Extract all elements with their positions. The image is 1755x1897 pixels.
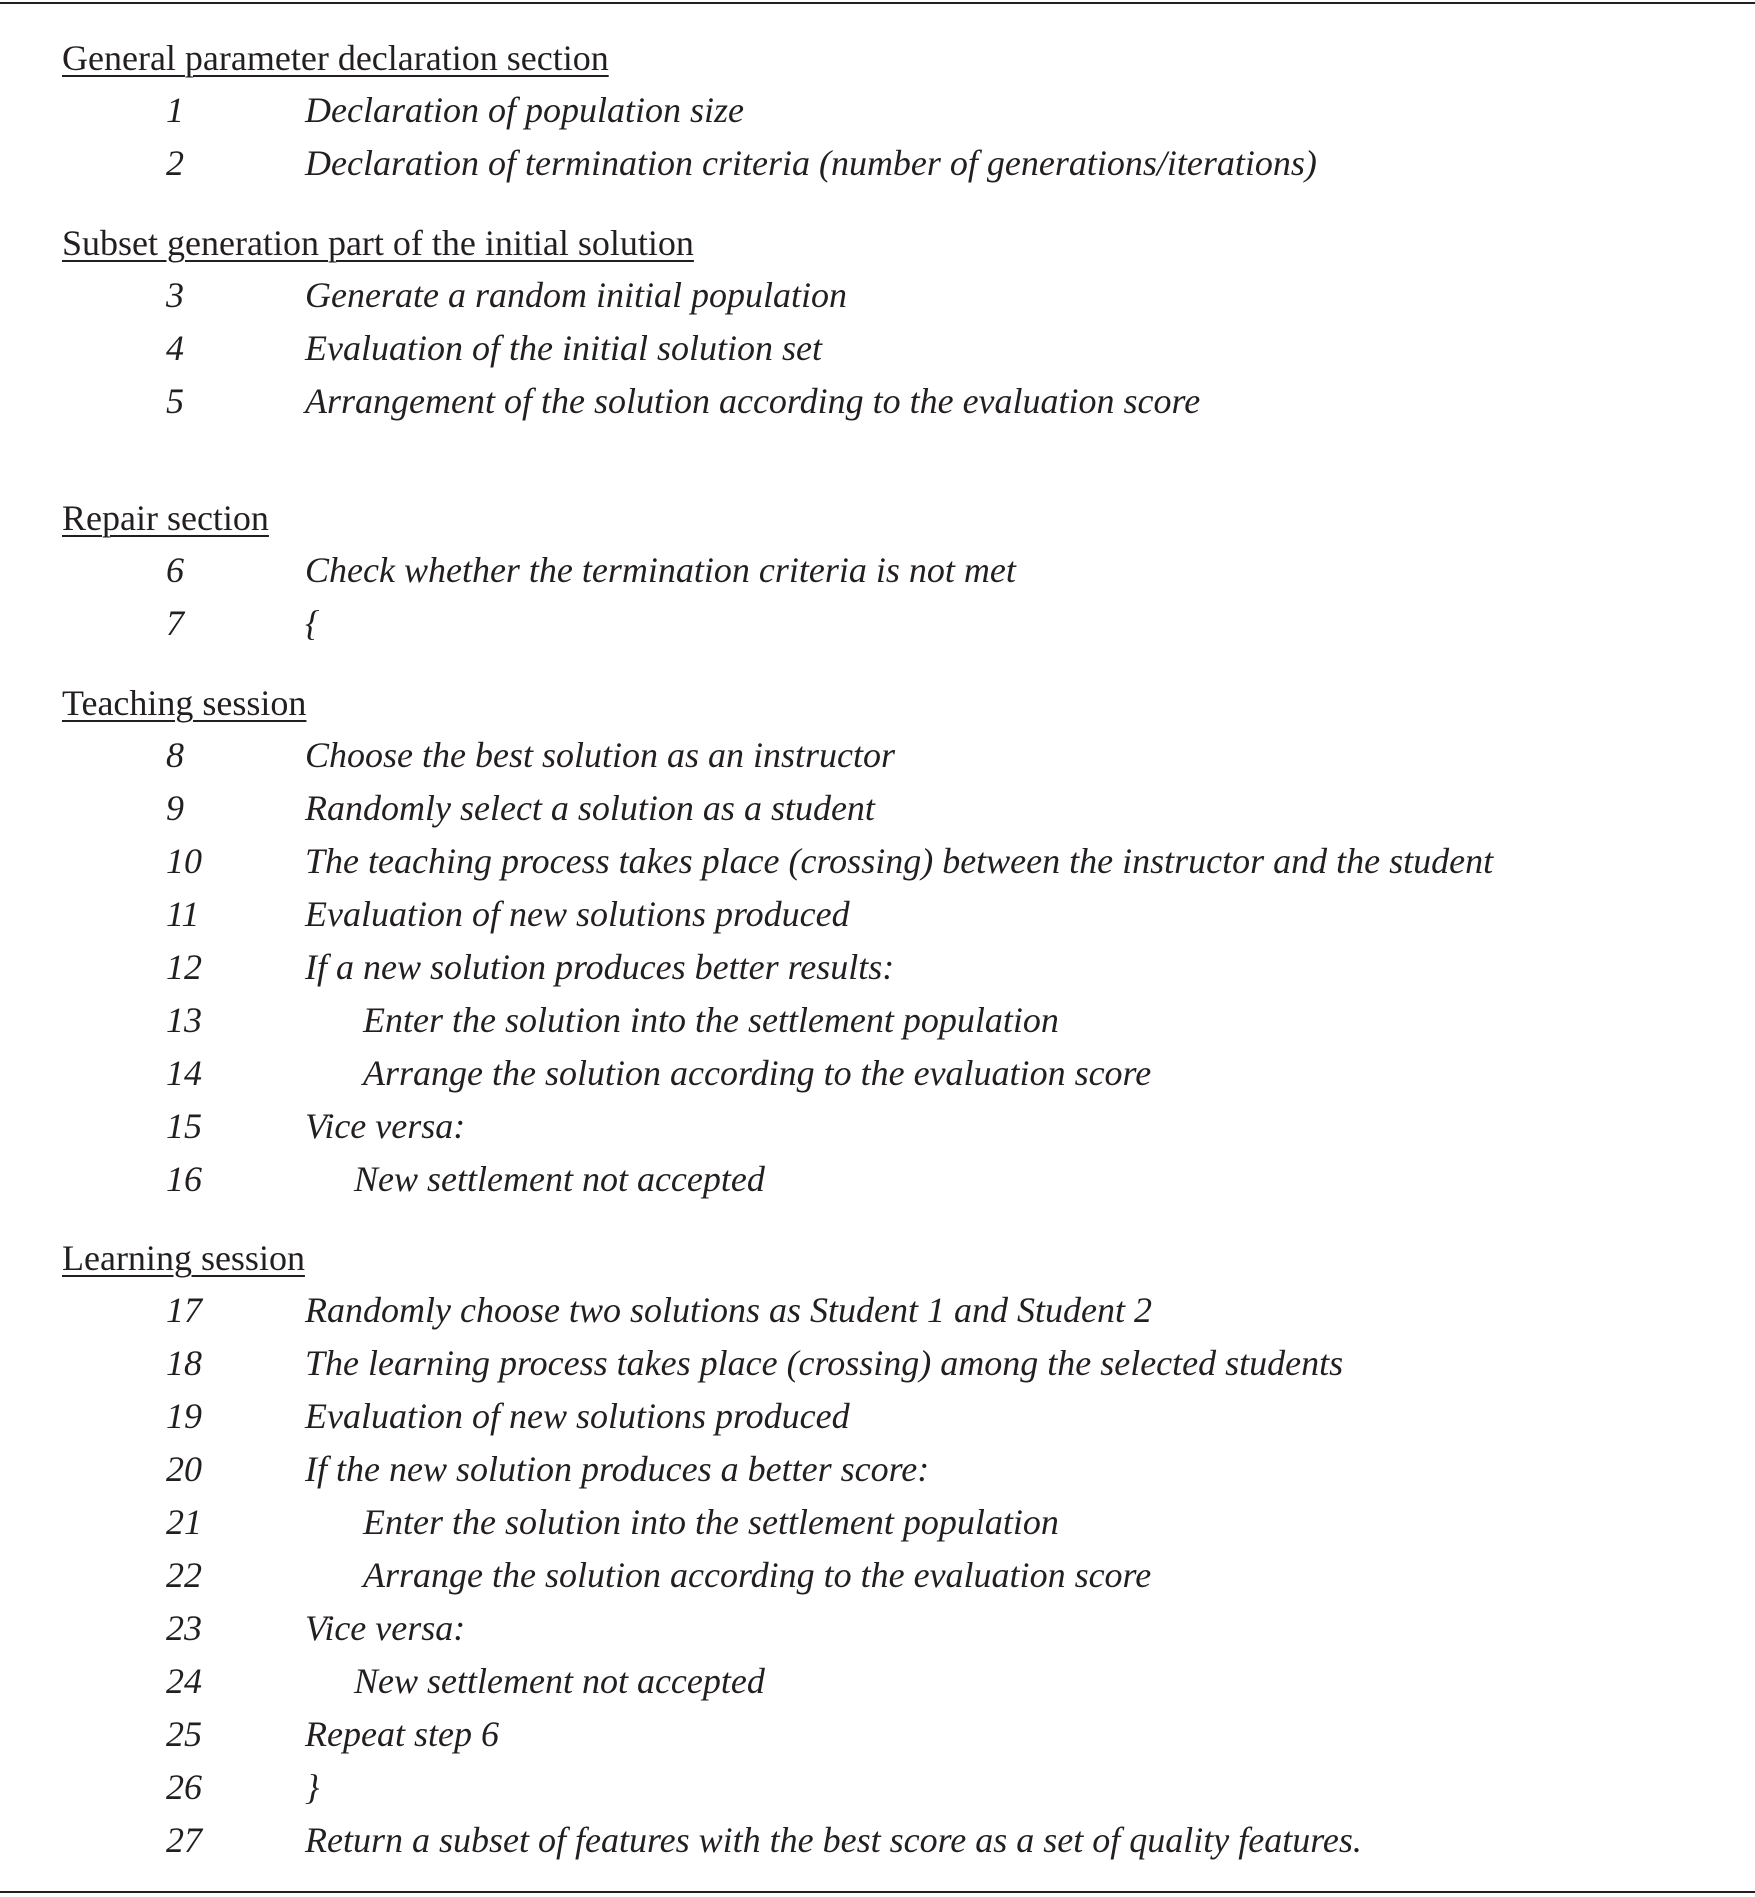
step-text: { <box>305 603 320 643</box>
step-number: 3 <box>166 275 184 315</box>
step-number: 26 <box>166 1767 202 1807</box>
step-number: 2 <box>166 143 184 183</box>
step-number: 13 <box>166 1000 202 1040</box>
step-number: 21 <box>166 1502 202 1542</box>
section-heading: General parameter declaration section <box>62 38 609 78</box>
step-text: The teaching process takes place (crossing) between the instructor and the student <box>305 841 1494 881</box>
step-text: Evaluation of new solutions produced <box>305 1396 850 1436</box>
step-text: Evaluation of the initial solution set <box>305 328 822 368</box>
step-text: Evaluation of new solutions produced <box>305 894 850 934</box>
step-text: Randomly select a solution as a student <box>305 788 875 828</box>
step-text: Return a subset of features with the best score as a set of quality features. <box>305 1820 1362 1860</box>
step-number: 14 <box>166 1053 202 1093</box>
step-number: 22 <box>166 1555 202 1595</box>
step-text: Arrange the solution according to the evaluation score <box>363 1053 1152 1093</box>
step-number: 24 <box>166 1661 202 1701</box>
step-number: 8 <box>166 735 184 775</box>
step-number: 5 <box>166 381 184 421</box>
step-text: Generate a random initial population <box>305 275 847 315</box>
step-number: 16 <box>166 1159 202 1199</box>
step-text: Randomly choose two solutions as Student 1 and Student 2 <box>305 1290 1152 1330</box>
step-text: Arrangement of the solution according to the evaluation score <box>305 381 1201 421</box>
step-number: 23 <box>166 1608 202 1648</box>
step-number: 12 <box>166 947 202 987</box>
step-number: 17 <box>166 1290 202 1330</box>
step-number: 4 <box>166 328 184 368</box>
step-text: Check whether the termination criteria is not met <box>305 550 1016 590</box>
step-text: Enter the solution into the settlement population <box>363 1000 1059 1040</box>
step-text: Enter the solution into the settlement population <box>363 1502 1059 1542</box>
step-text: Declaration of termination criteria (number of generations/iterations) <box>305 143 1317 183</box>
step-text: Choose the best solution as an instructor <box>305 735 896 775</box>
step-number: 9 <box>166 788 184 828</box>
bottom-rule <box>0 1891 1755 1893</box>
step-number: 25 <box>166 1714 202 1754</box>
section-heading: Repair section <box>62 498 269 538</box>
section-heading: Subset generation part of the initial solution <box>62 223 694 263</box>
step-text: Arrange the solution according to the evaluation score <box>363 1555 1152 1595</box>
section-heading: Learning session <box>62 1238 305 1278</box>
step-text: Vice versa: <box>305 1106 466 1146</box>
step-text: } <box>305 1767 320 1807</box>
step-number: 20 <box>166 1449 202 1489</box>
step-text: Vice versa: <box>305 1608 466 1648</box>
step-number: 6 <box>166 550 184 590</box>
step-number: 1 <box>166 90 184 130</box>
step-text: If the new solution produces a better score: <box>305 1449 930 1489</box>
step-number: 18 <box>166 1343 202 1383</box>
step-text: New settlement not accepted <box>354 1661 765 1701</box>
step-text: Repeat step 6 <box>305 1714 499 1754</box>
step-number: 15 <box>166 1106 202 1146</box>
step-number: 7 <box>166 603 184 643</box>
step-number: 11 <box>166 894 200 934</box>
step-text: New settlement not accepted <box>354 1159 765 1199</box>
step-number: 19 <box>166 1396 202 1436</box>
step-text: The learning process takes place (crossing) among the selected students <box>305 1343 1344 1383</box>
section-heading: Teaching session <box>62 683 307 723</box>
step-text: If a new solution produces better results: <box>305 947 895 987</box>
step-number: 10 <box>166 841 202 881</box>
top-rule <box>0 2 1755 4</box>
step-number: 27 <box>166 1820 202 1860</box>
step-text: Declaration of population size <box>305 90 744 130</box>
